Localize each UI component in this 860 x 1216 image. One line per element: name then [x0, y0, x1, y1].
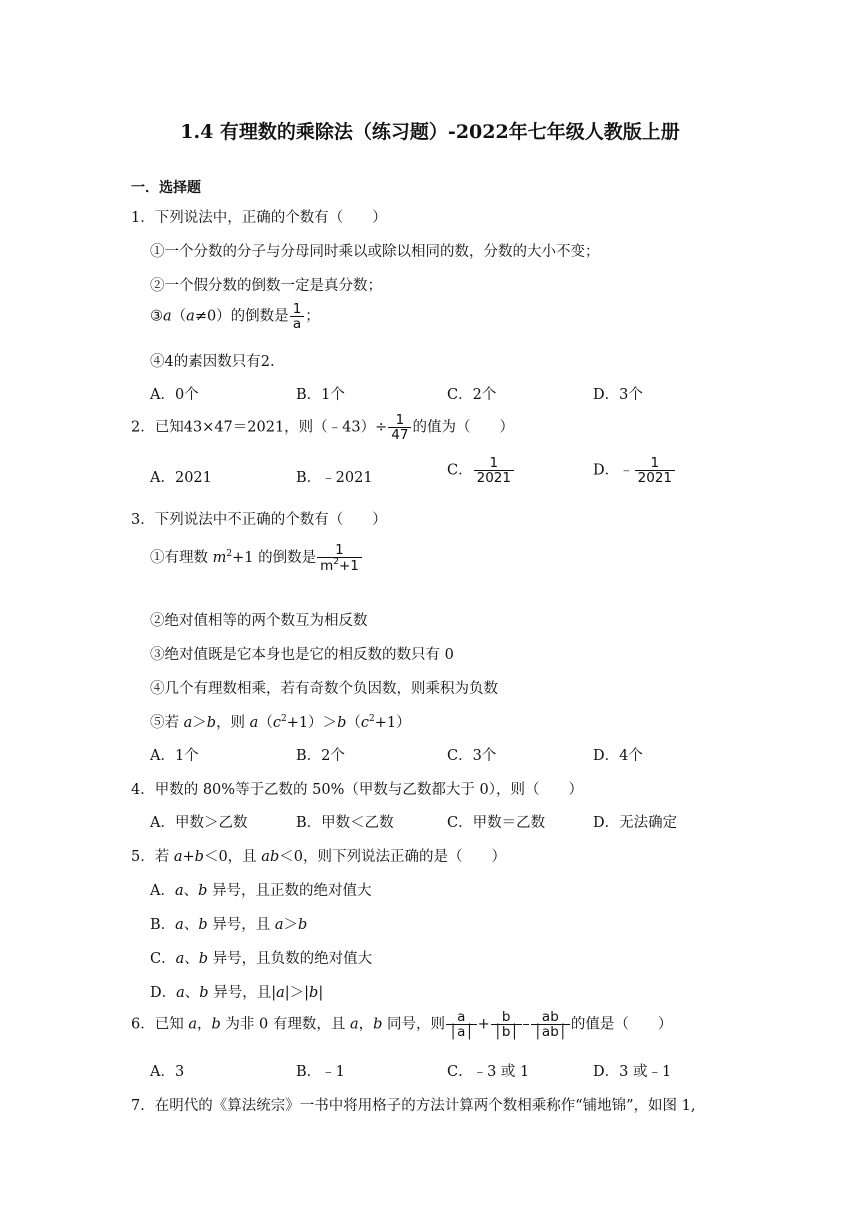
question-3-option-a[interactable]: A．1个 [150, 748, 199, 764]
question-4-option-c[interactable]: C．甲数＝乙数 [447, 815, 546, 831]
question-6-option-c[interactable]: C．﹣3 或 1 [447, 1064, 530, 1080]
fraction-one-over-2021: $\frac{1}{2021}$ [474, 456, 514, 485]
question-3-statement-2: ②绝对值相等的两个数互为相反数 [150, 613, 368, 629]
question-5-option-d[interactable]: D．a、b 异号，且|a|＞|b| [150, 985, 324, 1001]
question-4-option-d[interactable]: D．无法确定 [593, 815, 678, 831]
question-1-option-d[interactable]: D．3个 [593, 387, 643, 403]
question-2-stem: 2．已知43×47＝2021，则（﹣43）÷ $\frac{1}{47}$ 的值为（ ） [131, 412, 514, 444]
question-3-option-c[interactable]: C．3个 [447, 748, 497, 764]
question-2-option-a[interactable]: A．2021 [150, 470, 212, 486]
question-1-option-c[interactable]: C．2个 [447, 387, 497, 403]
question-3-statement-5: ⑤若 a＞b，则 $a(c^2+1)>b(c^2+1)$ [150, 714, 411, 731]
question-3-statement-4: ④几个有理数相乘，若有奇数个负因数，则乘积为负数 [150, 681, 498, 697]
section-heading: 一．选择题 [131, 180, 201, 196]
fraction-b-over-abs-b: $\frac{b}{│b│}$ [491, 1010, 522, 1039]
question-6-option-d[interactable]: D．3 或﹣1 [593, 1064, 672, 1080]
fraction-ab-over-abs-ab: $\frac{ab}{│ab│}$ [531, 1010, 570, 1039]
question-5-option-a[interactable]: A．a、b 异号，且正数的绝对值大 [150, 883, 372, 899]
fraction-neg-one-over-2021: $\frac{1}{2021}$ [635, 456, 675, 485]
question-1-stem: 1．下列说法中，正确的个数有（ ） [131, 210, 387, 226]
page-title: 1.4 有理数的乘除法（练习题）-2022年七年级人教版上册 [180, 121, 680, 143]
question-1-statement-2: ②一个假分数的倒数一定是真分数； [150, 278, 382, 294]
fraction-one-over-m-squared-plus-one: $\frac{1}{m^2+1}$ [317, 543, 362, 573]
question-1-statement-1: ①一个分数的分子与分母同时乘以或除以相同的数，分数的大小不变； [150, 244, 600, 260]
question-4-stem: 4．甲数的 80%等于乙数的 50%（甲数与乙数都大于 0），则（ ） [131, 782, 583, 798]
question-1-option-b[interactable]: B．1个 [296, 387, 345, 403]
question-3-option-d[interactable]: D．4个 [593, 748, 643, 764]
question-1-statement-4: ④4的素因数只有2. [150, 354, 275, 370]
question-1-option-a[interactable]: A．0个 [150, 387, 199, 403]
question-3-statement-3: ③绝对值既是它本身也是它的相反数的数只有 0 [150, 647, 454, 663]
question-2-option-c[interactable]: C． $\frac{1}{2021}$ [447, 456, 515, 485]
fraction-one-over-47: $\frac{1}{47}$ [388, 413, 411, 442]
question-1-statement-3: ③a（a≠0）的倒数是 $\frac{1}{a}$ ； [150, 301, 320, 333]
question-6-option-b[interactable]: B．﹣1 [296, 1064, 345, 1080]
question-3-stem: 3．下列说法中不正确的个数有（ ） [131, 512, 387, 528]
question-3-statement-1: ①有理数 $m^2+1$ 的倒数是 $\frac{1}{m^2+1}$ [150, 543, 363, 573]
question-2-option-b[interactable]: B．﹣2021 [296, 470, 373, 486]
fraction-a-over-abs-a: $\frac{a}{│a│}$ [446, 1010, 477, 1039]
question-3-option-b[interactable]: B．2个 [296, 748, 345, 764]
question-6-stem: 6．已知 a，b 为非 0 有理数，且 a，b 同号，则 $\frac{a}{│a│}$ + $\frac{b}{│b│}$ – $\frac{ab}{│ab│}$ 的值是（ ） [131, 1009, 673, 1041]
question-4-option-a[interactable]: A．甲数＞乙数 [150, 815, 248, 831]
question-7-stem: 7．在明代的《算法统宗》一书中将用格子的方法计算两个数相乘称作“铺地锦”，如图 1, [131, 1098, 696, 1114]
question-4-option-b[interactable]: B．甲数＜乙数 [296, 815, 394, 831]
fraction-one-over-a: $\frac{1}{a}$ [290, 302, 305, 331]
question-5-stem: 5．若 a+b＜0，且 ab＜0，则下列说法正确的是（ ） [131, 849, 506, 865]
question-5-option-c[interactable]: C．a、b 异号，且负数的绝对值大 [150, 951, 373, 967]
question-6-option-a[interactable]: A．3 [150, 1064, 185, 1080]
question-5-option-b[interactable]: B．a、b 异号，且 a＞b [150, 917, 308, 933]
question-2-option-d[interactable]: D．﹣ $\frac{1}{2021}$ [593, 456, 676, 485]
